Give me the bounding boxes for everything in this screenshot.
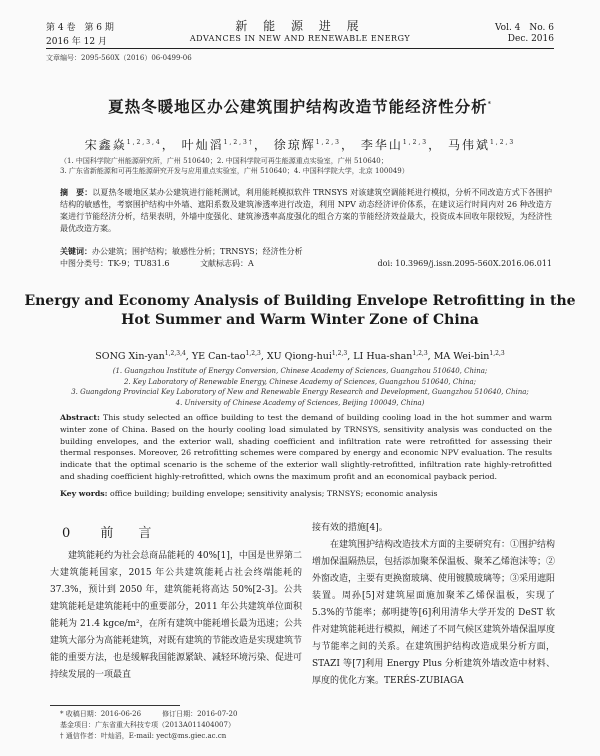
article-number: 文章编号：2095-560X（2016）06-0499-06 [46, 54, 192, 62]
abstract-en [60, 412, 552, 483]
affiliation-line: （1. 中国科学院广州能源研究所，广州 510640；2. 中国科学院可再生能源重点实验室，广州 510640； [60, 157, 388, 165]
journal-name-en: ADVANCES IN NEW AND RENEWABLE ENERGY [189, 34, 411, 43]
volume-issue-en: Vol. 4 No. 6 [494, 23, 554, 33]
date-en: Dec. 2016 [507, 34, 554, 44]
footnote-funding: 基金项目：广东省重大科技专项（2013A011404007） [60, 721, 235, 729]
author-en: YE Can-tao$^{1,2,3}$ [191, 350, 261, 363]
footnote-rule [50, 705, 180, 706]
affiliations-cn [60, 156, 560, 176]
affiliations-en [0, 366, 600, 408]
header-rule [46, 48, 554, 49]
abstract-cn [60, 186, 552, 235]
author-en: MA Wei-bin$^{1,2,3}$ [433, 350, 505, 363]
footnote-corresponding: † 通信作者：叶灿滔，E-mail: yect@ms.giec.ac.cn [60, 732, 227, 740]
affiliation-line: 4. University of Chinese Academy of Sciences, Beijing 100049, China) [175, 398, 425, 407]
volume-issue-cn: 第 4 卷 第 6 期 [46, 23, 114, 33]
abstract-cn-label: 摘 要： [60, 187, 93, 197]
author-cn: 马伟斌$^{1,2,3}$ [447, 138, 516, 152]
author-cn: 宋鑫焱$^{1,2,3,4}$ [84, 138, 162, 152]
paper-title-en-line: Energy and Economy Analysis of Building Envelope Retrofitting in the [24, 293, 576, 309]
author-en: LI Hua-shan$^{1,2,3}$ [353, 350, 428, 363]
abstract-cn-text: 以夏热冬暖地区某办公建筑进行能耗测试，利用能耗模拟软件 TRNSYS 对该建筑空调能耗进行模拟，分析不同改造方式下各围护结构的敏感性，考察围护结构中外墙、遮阳系数及建筑渗透率进行改造，利用 NPV 动态经济评价体系，在建议运行时间内对 26 种改造方案进行节能经济分析，结果表明，外墙中度强化、建筑渗透率高度强化的组合方案的节能经济效益最大，投资成本回收年限较短，为经济性最优改造方案。 [60, 188, 553, 233]
authors-cn: 宋鑫焱$^{1,2,3,4}$， 叶灿滔$^{1,2,3\dagger}$， 徐琼辉$^{1,2,3}$， 李华山$^{1,2,3}$， 马伟斌$^{1,2,3}$ [84, 138, 516, 152]
abstract-en-text: This study selected an office building to test the demand of building cooling load in the hot summer and warm winter zone of China. Based on the hourly cooling load simulated by TRNSYS, sensitivity analysis was conducted on the building envelopes, and the exterior wall, shading coefficient and infiltration rate were retrofitted for assessing their thermal responses. Moreover, 26 retrofitting schemes were compared by energy and economic NPV evaluation. The results indicate that the optimal scenario is the scheme of the exterior wall slightly-retrofitted, infiltration rate highly-retrofitted and shading coefficient highly-retrofitted, which owns the maximum profit and an economical payback period. [60, 413, 553, 481]
footnote-received: * 收稿日期：2016-06-26 修订日期：2016-07-20 [60, 710, 238, 718]
doi: doi: 10.3969/j.issn.2095-560X.2016.06.011 [377, 259, 552, 268]
author-cn: 叶灿滔$^{1,2,3\dagger}$ [181, 138, 254, 152]
body-right-column [312, 520, 555, 690]
footnotes [60, 709, 237, 742]
body-left-column: 建筑能耗约为社会总商品能耗的 40%[1]，中国是世界第二大建筑能耗国家，2015 年公共建筑能耗占社会终端能耗的 37.3%，预计到 2050 年，建筑能耗将高达 50%[2-3]。公共建筑能耗是建筑能耗中的重要部分，2011 年公共建筑单位面积能耗为 21.4 kgce/m²，在所有建筑中能耗增长最为迅速；公共建筑大部分为高能耗建筑，对既有建筑的节能改造是实现建筑节能的重要方法，也是缓解我国能源紧缺、减轻环境污染、促进可持续发展的一项最直 [50, 551, 303, 680]
clc-number: 中图分类号：TK-9；TU831.6 [60, 259, 170, 268]
author-cn: 李华山$^{1,2,3}$ [360, 138, 429, 152]
paper-title-en-line: Hot Summer and Warm Winter Zone of China [121, 312, 479, 328]
paper-title-cn-text: 夏热冬暖地区办公建筑围护结构改造节能经济性分析 [108, 97, 488, 116]
keywords-cn-label: 关键词： [60, 246, 92, 256]
right-col-continuation: 接有效的措施[4]。 [312, 523, 388, 533]
affiliation-line: 3. 广东省新能源和可再生能源研究开发与应用重点实验室，广州 510640；4. 中国科学院大学，北京 100049） [60, 167, 409, 175]
author-en: XU Qiong-hui$^{1,2,3}$ [266, 350, 348, 363]
abstract-en-label: Abstract: [60, 413, 100, 422]
keywords-en-label: Key words: [60, 489, 108, 498]
date-cn: 2016 年 12 月 [46, 37, 107, 47]
author-cn: 徐琼辉$^{1,2,3}$ [273, 138, 341, 152]
journal-name-cn: 新 能 源 进 展 [235, 19, 365, 33]
keywords-en-text: office building; building envelope; sensitivity analysis; TRNSYS; economic analysis [110, 489, 438, 498]
paper-title-cn [0, 95, 600, 117]
classification-line [60, 258, 552, 270]
keywords-cn [60, 245, 552, 258]
author-en: SONG Xin-yan$^{1,2,3,4}$ [95, 350, 186, 363]
authors-en: SONG Xin-yan$^{1,2,3,4}$, YE Can-tao$^{1,2,3}$, XU Qiong-hui$^{1,2,3}$, LI Hua-shan$^{1,2,3}$, MA Wei-bin$^{1,2,3}$ [95, 350, 505, 363]
affiliation-line: (1. Guangzhou Institute of Energy Conversion, Chinese Academy of Sciences, Guangzhou 510640, China; [112, 367, 488, 375]
section-heading [62, 522, 157, 541]
document-code: 文献标志码：A [200, 259, 254, 268]
affiliation-line: 3. Guangdong Provincial Key Laboratory of New and Renewable Energy Research and Development, Guangzhou 510640, China; [71, 388, 529, 396]
section-title: 前 言 [100, 526, 158, 541]
right-col-paragraph: 在建筑围护结构改造技术方面的主要研究有：①围护结构增加保温隔热层，包括添加聚苯保温板、聚苯乙烯泡沫等；②外窗改造，主要有更换窗玻璃、使用镀膜玻璃等；③采用遮阳装置。周孙[5]对建筑屋面施加聚苯乙烯保温板，实现了 5.3%的节能率；郝明捷等[6]利用清华大学开发的 DeST 软件对建筑能耗进行模拟，阐述了不同气候区建筑外墙保温厚度与节能率之间的关系。在建筑围护结构改造成果分析方面，STAZI 等[7]利用 Energy Plus 分析建筑外墙改造中材料、厚度的优化方案。TERÉS-ZUBIAGA [312, 540, 556, 686]
title-footnote-mark: * [487, 100, 492, 108]
affiliation-line: 2. Key Laboratory of Renewable Energy, Chinese Academy of Sciences, Guangzhou 510640, China; [123, 377, 477, 386]
keywords-cn-text: 办公建筑；围护结构；敏感性分析；TRNSYS；经济性分析 [92, 247, 303, 256]
section-number: 0 [62, 526, 77, 541]
keywords-en [60, 488, 552, 500]
paper-title-en [0, 292, 600, 330]
